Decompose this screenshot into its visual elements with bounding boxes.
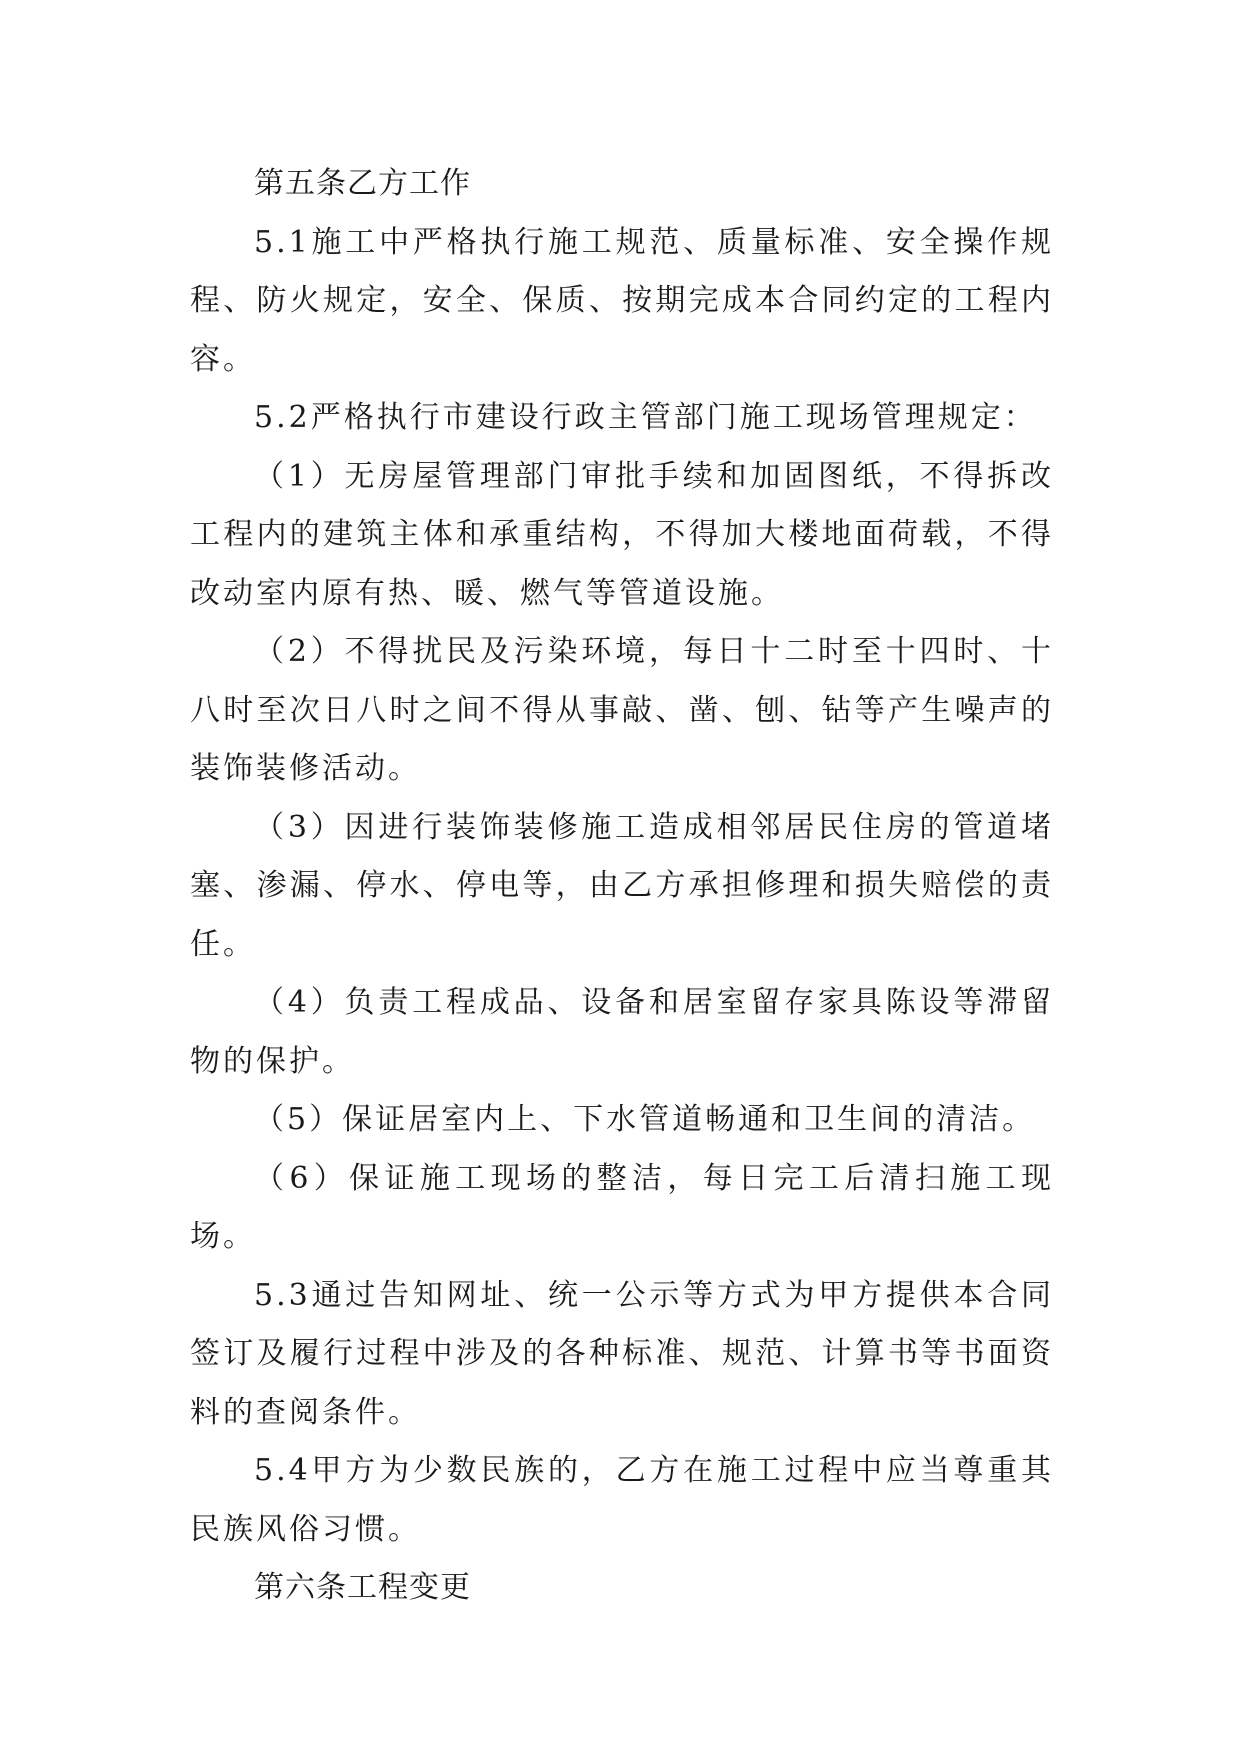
clause-5-2-item-2: （2）不得扰民及污染环境，每日十二时至十四时、十八时至次日八时之间不得从事敲、凿、刨、钻等产生噪声的装饰装修活动。 [190,634,1054,786]
clause-5-2-item-3: （3）因进行装饰装修施工造成相邻居民住房的管道堵塞、渗漏、停水、停电等，由乙方承担修理和损失赔偿的责任。 [190,809,1054,962]
clause-5-2-item-6: （6）保证施工现场的整洁，每日完工后清扫施工现场。 [190,1160,1054,1254]
clause-5-2-item-1: （1）无房屋管理部门审批手续和加固图纸，不得拆改工程内的建筑主体和承重结构，不得加大楼地面荷载，不得改动室内原有热、暖、燃气等管道设施。 [190,458,1054,611]
clause-5-2-item-5: （5）保证居室内上、下水管道畅通和卫生间的清洁。 [254,1102,1036,1137]
clause-5-2-item-4: （4）负责工程成品、设备和居室留存家具陈设等滞留物的保护。 [190,985,1054,1079]
section-6-title: 第六条工程变更 [254,1570,471,1605]
document-body [190,155,1054,1618]
clause-5-3: 5.3通过告知网址、统一公示等方式为甲方提供本合同签订及履行过程中涉及的各种标准、规范、计算书等书面资料的查阅条件。 [190,1277,1054,1430]
clause-5-1: 5.1施工中严格执行施工规范、质量标准、安全操作规程、防火规定，安全、保质、按期完成本合同约定的工程内容。 [190,224,1054,377]
section-5-title: 第五条乙方工作 [254,166,471,201]
clause-5-4: 5.4甲方为少数民族的，乙方在施工过程中应当尊重其民族风俗习惯。 [190,1453,1054,1547]
clause-5-2: 5.2严格执行市建设行政主管部门施工现场管理规定： [254,400,1037,435]
